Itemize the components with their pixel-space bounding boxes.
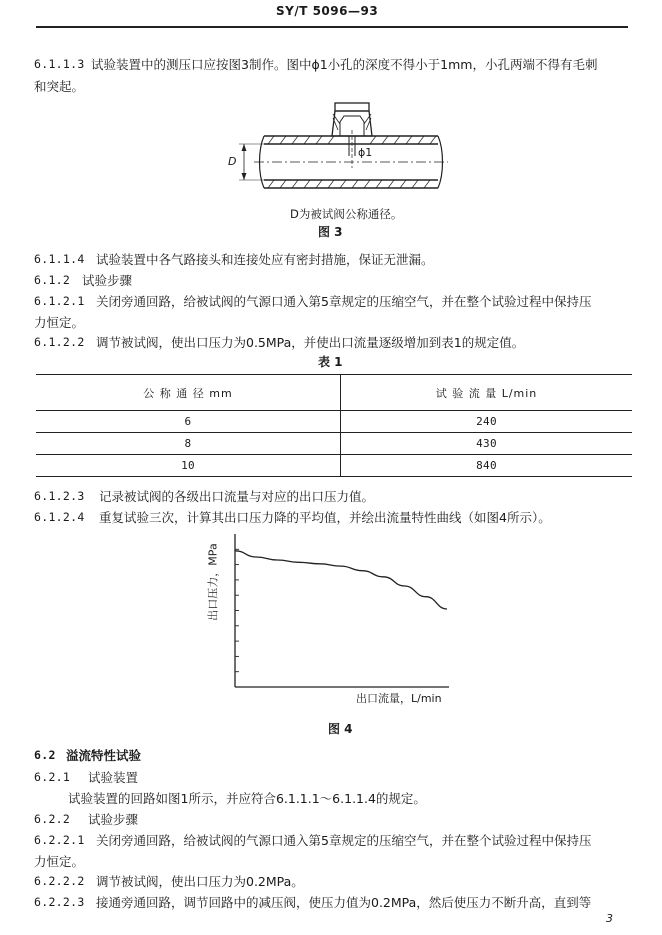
clause-number: 6.2.2.3 (34, 895, 85, 909)
paragraph-line: 试验装置中各气路接头和连接处应有密封措施，保证无泄漏。 (96, 252, 434, 267)
clause-number: 6.2.2.1 (34, 833, 85, 847)
clause-number: 6.2.2.2 (34, 874, 85, 888)
paragraph-line: 重复试验三次，计算其出口压力降的平均值，并绘出流量特性曲线（如图4所示）。 (99, 510, 551, 525)
paragraph-line: 试验装置中的测压口应按图3制作。图中ϕ1小孔的深度不得小于1mm，小孔两端不得有毛刺 (91, 57, 598, 72)
clause-number: 6.1.2 (34, 273, 71, 287)
paragraph-line: 力恒定。 (34, 315, 85, 330)
clause-number: 6.1.2.4 (34, 510, 85, 524)
paragraph-line: 和突起。 (34, 79, 85, 94)
section-heading: 试验装置 (88, 770, 139, 785)
section-heading: 试验步骤 (82, 273, 133, 288)
table-row (36, 455, 632, 477)
paragraph-line: 调节被试阀，使出口压力为0.2MPa。 (96, 874, 304, 889)
paragraph-line: 关闭旁通回路，给被试阀的气源口通入第5章规定的压缩空气，并在整个试验过程中保持压 (96, 833, 592, 848)
column-header-dn: 公 称 通 径 mm (36, 375, 341, 411)
clause-number: 6.2.2 (34, 812, 71, 826)
column-header-flow: 试 验 流 量 L/min (341, 375, 633, 411)
clause-number: 6.1.1.3 (34, 57, 85, 71)
flow-characteristic-chart (225, 530, 455, 690)
paragraph-line: 关闭旁通回路，给被试阀的气源口通入第5章规定的压缩空气，并在整个试验过程中保持压 (96, 294, 592, 309)
clause-number: 6.1.2.1 (34, 294, 85, 308)
paragraph-line: 力恒定。 (34, 854, 85, 869)
table-1-title: 表 1 (318, 355, 343, 369)
running-header: SY/T 5096—93 (276, 4, 379, 18)
x-axis-label: 出口流量，L/min (356, 692, 442, 705)
figure-4-title: 图 4 (328, 722, 353, 736)
section-heading: 试验步骤 (88, 812, 139, 827)
section-heading: 溢流特性试验 (66, 748, 142, 763)
clause-number: 6.1.1.4 (34, 252, 85, 266)
cell-flow: 430 (341, 433, 633, 455)
figure-note: D为被试阀公称通径。 (290, 207, 403, 221)
table-row (36, 411, 632, 433)
figure-3-title: 图 3 (318, 225, 343, 239)
pressure-tap-drawing (214, 100, 454, 205)
cell-dn: 8 (36, 433, 341, 455)
flow-curve (235, 551, 447, 609)
cell-flow: 240 (341, 411, 633, 433)
page-number: 3 (606, 912, 613, 925)
y-axis-label: 出口压力，MPa (206, 543, 220, 621)
paragraph-line: 调节被试阀，使出口压力为0.5MPa，并使出口流量逐级增加到表1的规定值。 (96, 335, 525, 350)
paragraph-line: 接通旁通回路，调节回路中的减压阀，使压力值为0.2MPa，然后使压力不断升高，直到等 (96, 895, 592, 910)
clause-number: 6.1.2.3 (34, 489, 85, 503)
table-row (36, 433, 632, 455)
hole-diameter-label: ϕ1 (358, 146, 373, 159)
flow-table (36, 374, 632, 477)
cell-dn: 6 (36, 411, 341, 433)
paragraph-line: 记录被试阀的各级出口流量与对应的出口压力值。 (99, 489, 375, 504)
dimension-label-d: D (228, 155, 237, 168)
paragraph-line: 试验装置的回路如图1所示，并应符合6.1.1.1～6.1.1.4的规定。 (68, 791, 426, 806)
clause-number: 6.2.1 (34, 770, 71, 784)
cell-dn: 10 (36, 455, 341, 477)
clause-number: 6.1.2.2 (34, 335, 85, 349)
clause-number: 6.2 (34, 748, 56, 762)
cell-flow: 840 (341, 455, 633, 477)
header-rule (36, 26, 628, 28)
table-header-row (36, 375, 632, 411)
